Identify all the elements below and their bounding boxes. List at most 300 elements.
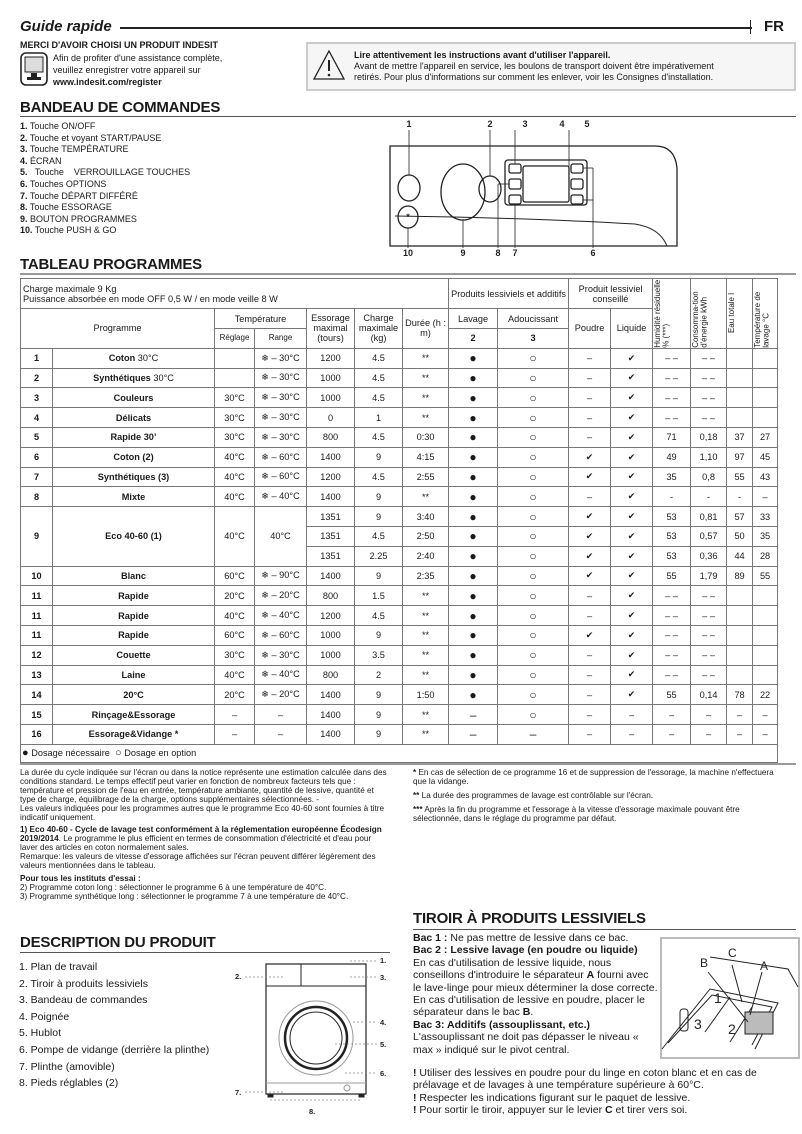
cell-liquide: ✔ xyxy=(611,388,653,408)
warning-mark: ! xyxy=(413,1091,417,1104)
temp-reglage: – xyxy=(215,705,255,725)
language-code: FR xyxy=(764,18,784,35)
cell-charge: 9 xyxy=(355,507,403,527)
cell-lavage: ● xyxy=(449,665,498,685)
cell-humidite: – – xyxy=(653,368,691,388)
cell-essorage: 1000 xyxy=(307,368,355,388)
fig-label-a: A xyxy=(760,959,769,973)
table-row xyxy=(21,606,778,626)
cell-poudre: – xyxy=(569,348,611,368)
cell-consommation: 0,81 xyxy=(691,507,727,527)
cell-lavage: ● xyxy=(449,507,498,527)
header-produits: Produits lessiviels et additifs xyxy=(449,279,569,309)
cell-eau: - xyxy=(727,487,753,507)
cell-lavage: ● xyxy=(449,348,498,368)
controls-list xyxy=(20,121,190,237)
cell-consommation: – – xyxy=(691,625,727,645)
cell-temp-lavage xyxy=(753,586,778,606)
cell-duree: ** xyxy=(403,705,449,725)
cell-charge: 9 xyxy=(355,724,403,744)
temp-reglage xyxy=(215,368,255,388)
cell-temp-lavage: 35 xyxy=(753,526,778,546)
cell-duree: 2:50 xyxy=(403,526,449,546)
cell-charge: 1.5 xyxy=(355,586,403,606)
warning-mark: ! xyxy=(413,1104,417,1117)
on-off-button xyxy=(398,175,420,201)
control-label: Touches OPTIONS xyxy=(29,178,107,189)
section-rule xyxy=(413,929,796,930)
cell-adoucissant: ○ xyxy=(498,546,569,566)
fig-label-7: 7. xyxy=(235,1088,242,1097)
header-humidite: Humidité résiduelle % (***) xyxy=(653,279,671,348)
cell-consommation: – – xyxy=(691,645,727,665)
bac2-label: Bac 2 : Lessive lavage (en poudre ou liquide) xyxy=(413,944,638,957)
control-label: Touche ESSORAGE xyxy=(29,202,112,213)
cell-essorage: 1400 xyxy=(307,685,355,705)
cell-adoucissant: ○ xyxy=(498,526,569,546)
display-screen xyxy=(523,166,569,202)
programme-number: 1 xyxy=(21,348,53,368)
programme-number: 6 xyxy=(21,447,53,467)
cell-temp-lavage xyxy=(753,408,778,428)
cell-temp-lavage xyxy=(753,625,778,645)
cell-poudre: ✔ xyxy=(569,566,611,586)
cell-adoucissant: ○ xyxy=(498,408,569,428)
cell-adoucissant: ○ xyxy=(498,625,569,645)
programme-number: 15 xyxy=(21,705,53,725)
panel-outline xyxy=(390,146,677,246)
note-instituts: Pour tous les instituts d'essai : xyxy=(20,874,141,883)
fig-bac-2: 2 xyxy=(728,1021,736,1037)
fig-label-3: 3. xyxy=(380,973,387,982)
document-title: Guide rapide xyxy=(20,18,112,35)
cell-essorage: 1200 xyxy=(307,467,355,487)
programme-name-cell xyxy=(53,724,215,744)
cell-liquide: ✔ xyxy=(611,408,653,428)
table-info-cell xyxy=(21,279,449,309)
cell-temp-lavage xyxy=(753,665,778,685)
fig-label-1: 1. xyxy=(380,956,387,965)
temp-range: ❄ – 60°C xyxy=(255,625,307,645)
bac1-label: Bac 1 : xyxy=(413,932,448,944)
cell-adoucissant: ○ xyxy=(498,685,569,705)
programme-name: Rapide xyxy=(118,590,149,601)
bac-b: B xyxy=(522,1006,531,1019)
cell-eau: – xyxy=(727,724,753,744)
cell-lavage: ● xyxy=(449,408,498,428)
cell-consommation: 0,8 xyxy=(691,467,727,487)
temp-range: ❄ – 20°C xyxy=(255,685,307,705)
note-eco-text: . Le programme le plus efficient en termes de consommation d'électricité et d'eau pour laver des articles en coton normalement sales. xyxy=(20,834,372,852)
control-label: Touche ON/OFF xyxy=(29,121,96,131)
cell-essorage: 0 xyxy=(307,408,355,428)
programme-name: 20°C xyxy=(123,689,144,700)
cell-duree: ** xyxy=(403,724,449,744)
control-number: 9. xyxy=(20,213,28,224)
cell-humidite: – – xyxy=(653,388,691,408)
cell-lavage: ● xyxy=(449,447,498,467)
register-heading: MERCI D'AVOIR CHOISI UN PRODUIT INDESIT xyxy=(20,40,218,50)
label-5: 5 xyxy=(584,119,590,129)
cell-consommation: – – xyxy=(691,665,727,685)
monitor-icon xyxy=(20,52,48,91)
footnote-mark-2: ** xyxy=(413,791,420,800)
cell-lavage: ● xyxy=(449,388,498,408)
cell-duree: ** xyxy=(403,645,449,665)
note-remarque: Remarque: les valeurs de vitesse d'essorage affichées sur l'écran peuvent différer légèrement des valeurs mentionnées dans le tableau. xyxy=(20,852,376,870)
control-number: 10. xyxy=(20,225,33,236)
cell-essorage: 1400 xyxy=(307,724,355,744)
header-essorage: Essorage maximal (tours) xyxy=(307,309,355,349)
temp-range: ❄ – 90°C xyxy=(255,566,307,586)
programme-suffix: 30°C xyxy=(150,372,174,383)
description-item: 2. Tiroir à produits lessiviels xyxy=(19,977,148,990)
liquid-text: En cas d'utilisation de lessive liquide, nous conseillons d'introduire le séparateur xyxy=(413,956,612,982)
cell-temp-lavage xyxy=(753,645,778,665)
cell-charge: 4.5 xyxy=(355,467,403,487)
programme-number: 5 xyxy=(21,427,53,447)
cell-poudre: – xyxy=(569,705,611,725)
cell-liquide: ✔ xyxy=(611,487,653,507)
temp-reglage: 30°C xyxy=(215,645,255,665)
control-item xyxy=(20,202,190,214)
programme-name: Synthétiques xyxy=(93,372,151,383)
powder-text-end: . xyxy=(530,1006,534,1019)
cell-consommation: 0,57 xyxy=(691,526,727,546)
cell-essorage: 1400 xyxy=(307,487,355,507)
push-go-star: * xyxy=(406,212,410,222)
cell-temp-lavage: 43 xyxy=(753,467,778,487)
warning-mark: ! xyxy=(413,1067,417,1079)
header-charge: Charge maximale (kg) xyxy=(355,309,403,349)
cell-temp-lavage: – xyxy=(753,487,778,507)
programme-name: Laine xyxy=(121,669,146,680)
cell-adoucissant: ○ xyxy=(498,566,569,586)
cell-liquide: – xyxy=(611,724,653,744)
control-item xyxy=(20,191,190,203)
cell-essorage: 800 xyxy=(307,586,355,606)
control-label: ÉCRAN xyxy=(30,155,62,166)
control-item xyxy=(20,179,190,191)
temp-range: ❄ – 30°C xyxy=(255,348,307,368)
cell-adoucissant: ○ xyxy=(498,447,569,467)
header-eau: Eau totale l xyxy=(727,293,737,334)
fig-bac-1: 1 xyxy=(714,990,722,1006)
legend-row xyxy=(21,744,778,762)
cell-eau xyxy=(727,368,753,388)
description-item: 7. Plinthe (amovible) xyxy=(19,1060,115,1073)
cell-essorage: 1400 xyxy=(307,566,355,586)
cell-lavage: ● xyxy=(449,586,498,606)
cell-essorage: 1400 xyxy=(307,447,355,467)
cell-duree: ** xyxy=(403,586,449,606)
programme-name-cell xyxy=(53,645,215,665)
description-item: 5. Hublot xyxy=(19,1027,62,1040)
header-adoucissant: Adoucissant xyxy=(498,309,569,329)
header-divider xyxy=(750,20,751,34)
cell-charge: 9 xyxy=(355,705,403,725)
cell-humidite: 55 xyxy=(653,566,691,586)
section-rule xyxy=(20,273,796,275)
cell-lavage: ● xyxy=(449,685,498,705)
cell-temp-lavage xyxy=(753,388,778,408)
register-link[interactable]: www.indesit.com/register xyxy=(53,77,162,87)
temp-reglage: 30°C xyxy=(215,388,255,408)
programme-name: Rapide xyxy=(118,610,149,621)
cell-essorage: 1351 xyxy=(307,526,355,546)
footnote-mark-3: *** xyxy=(413,805,423,814)
table-row xyxy=(21,724,778,744)
cell-liquide: ✔ xyxy=(611,546,653,566)
cell-humidite: – – xyxy=(653,606,691,626)
cell-humidite: – – xyxy=(653,348,691,368)
cell-eau: 89 xyxy=(727,566,753,586)
description-list xyxy=(19,959,209,1092)
cell-temp-lavage xyxy=(753,368,778,388)
cell-duree: ** xyxy=(403,665,449,685)
cell-humidite: 55 xyxy=(653,685,691,705)
cell-humidite: 49 xyxy=(653,447,691,467)
cell-adoucissant: ○ xyxy=(498,606,569,626)
description-item: 8. Pieds réglables (2) xyxy=(19,1077,119,1090)
cell-consommation: 0,14 xyxy=(691,685,727,705)
header-consommation: Consomma-tion d'énergie kWh xyxy=(691,291,709,348)
dot-filled-icon: ● xyxy=(22,747,29,760)
fig-label-4: 4. xyxy=(380,1018,387,1027)
label-7: 7 xyxy=(512,248,518,258)
cell-consommation: – – xyxy=(691,408,727,428)
lever-c: C xyxy=(605,1104,613,1117)
cell-duree: ** xyxy=(403,625,449,645)
temp-range: ❄ – 20°C xyxy=(255,586,307,606)
control-number: 8. xyxy=(20,202,28,213)
cell-charge: 2 xyxy=(355,665,403,685)
label-3: 3 xyxy=(522,119,528,129)
control-item xyxy=(20,156,190,168)
temp-range: – xyxy=(255,724,307,744)
control-number: 5. xyxy=(20,167,28,178)
warning-box xyxy=(306,42,796,91)
cell-temp-lavage: 28 xyxy=(753,546,778,566)
temp-range: ❄ – 30°C xyxy=(255,368,307,388)
cell-adoucissant: ○ xyxy=(498,586,569,606)
cell-eau xyxy=(727,665,753,685)
liquid-text-end: fourni avec le lave-linge pour mieux déterminer la dose correcte. xyxy=(413,969,658,994)
cell-poudre: – xyxy=(569,408,611,428)
fig-label-2: 2. xyxy=(235,972,242,981)
cell-charge: 9 xyxy=(355,487,403,507)
note-duration: La durée du cycle indiquée sur l'écran ou dans la notice représente une estimation calculée dans des conditions standard. Le temps effectif peut varier en fonction de nombreux facteurs tels que : température et pression de l'eau en entrée, température ambiante, quantité de lessive, quantité et type de charge, équilibrage de la charge, options supplémentaires sélectionnées. - xyxy=(20,768,387,804)
cell-humidite: 71 xyxy=(653,427,691,447)
note-indicative: Les valeurs indiquées pour les programmes autres que le programme Eco 40-60 sont fournies à titre indicatif uniquement. xyxy=(20,804,385,822)
cell-temp-lavage: 55 xyxy=(753,566,778,586)
control-panel-diagram xyxy=(385,118,705,258)
cell-liquide: ✔ xyxy=(611,685,653,705)
cell-humidite: – – xyxy=(653,408,691,428)
cell-lavage: ● xyxy=(449,625,498,645)
control-number: 4. xyxy=(20,155,28,166)
header-rule xyxy=(120,27,752,29)
cell-consommation: 0,18 xyxy=(691,427,727,447)
programme-name: Couleurs xyxy=(113,392,154,403)
description-item: 3. Bandeau de commandes xyxy=(19,994,148,1007)
cell-charge: 4.5 xyxy=(355,368,403,388)
cell-essorage: 800 xyxy=(307,665,355,685)
programme-name: Couette xyxy=(116,650,151,661)
cell-poudre: ✔ xyxy=(569,625,611,645)
cell-adoucissant: ○ xyxy=(498,388,569,408)
programme-number: 11 xyxy=(21,625,53,645)
warning-3-end: et tirer vers soi. xyxy=(612,1104,688,1117)
temp-reglage: 40°C xyxy=(215,665,255,685)
table-row xyxy=(21,645,778,665)
programme-number: 12 xyxy=(21,645,53,665)
programme-name-cell xyxy=(53,348,215,368)
programme-name: Délicats xyxy=(115,412,152,423)
programme-name-cell xyxy=(53,705,215,725)
section-rule xyxy=(20,763,796,765)
cell-charge: 9 xyxy=(355,447,403,467)
table-row xyxy=(21,705,778,725)
programme-number: 2 xyxy=(21,368,53,388)
cell-lavage: ● xyxy=(449,566,498,586)
programme-name-cell xyxy=(53,368,215,388)
programme-name: Blanc xyxy=(120,570,147,581)
table-row xyxy=(21,388,778,408)
cell-adoucissant: – xyxy=(498,724,569,744)
cell-consommation: – xyxy=(691,705,727,725)
cell-poudre: – xyxy=(569,724,611,744)
programme-number: 11 xyxy=(21,586,53,606)
cell-eau: 55 xyxy=(727,467,753,487)
label-9: 9 xyxy=(460,248,466,258)
cell-duree: 2:35 xyxy=(403,566,449,586)
programme-name: Coton (2) xyxy=(113,452,154,463)
cell-eau: 37 xyxy=(727,427,753,447)
cell-temp-lavage: 45 xyxy=(753,447,778,467)
footnote-3: Après la fin du programme et l'essorage à la vitesse d'essorage maximale pouvant être sélectionnée, dans le réglage du programme par défaut. xyxy=(413,805,740,823)
cell-humidite: 35 xyxy=(653,467,691,487)
cell-lavage: ● xyxy=(449,546,498,566)
programme-name: Rapide 30’ xyxy=(110,432,157,443)
cell-essorage: 1000 xyxy=(307,388,355,408)
cell-duree: 1:50 xyxy=(403,685,449,705)
programme-number: 4 xyxy=(21,408,53,428)
cell-lavage: ● xyxy=(449,526,498,546)
programme-name: Mixte xyxy=(121,491,146,502)
cell-poudre: ✔ xyxy=(569,546,611,566)
cell-duree: ** xyxy=(403,368,449,388)
fig-label-8: 8. xyxy=(309,1107,316,1116)
legend-optional: Dosage en option xyxy=(124,748,197,759)
temp-range: ❄ – 60°C xyxy=(255,447,307,467)
header-duree: Durée (h : m) xyxy=(403,309,449,349)
tiroir-warnings xyxy=(413,1067,793,1117)
notes-left xyxy=(20,768,390,901)
cell-lavage: ● xyxy=(449,368,498,388)
cell-temp-lavage xyxy=(753,348,778,368)
washing-machine-illustration xyxy=(235,950,395,1120)
puissance-absorbee: Puissance absorbée en mode OFF 0,5 W / en mode veille 8 W xyxy=(23,293,278,304)
cell-eau xyxy=(727,625,753,645)
programme-number: 7 xyxy=(21,467,53,487)
cell-consommation: – – xyxy=(691,388,727,408)
header-range: Range xyxy=(255,329,307,349)
control-item xyxy=(20,167,190,179)
register-text-2: veuillez enregistrer votre appareil sur xyxy=(53,65,201,75)
tiroir-heading: TIROIR À PRODUITS LESSIVIELS xyxy=(413,910,646,927)
cell-duree: 3:40 xyxy=(403,507,449,527)
control-number: 1. xyxy=(20,121,28,131)
cell-essorage: 1200 xyxy=(307,606,355,626)
footnote-2: La durée des programmes de lavage est contrôlable sur l'écran. xyxy=(419,791,654,800)
table-row xyxy=(21,348,778,368)
cell-charge: 9 xyxy=(355,566,403,586)
cell-poudre: – xyxy=(569,606,611,626)
cell-duree: ** xyxy=(403,408,449,428)
cell-liquide: ✔ xyxy=(611,368,653,388)
cell-duree: ** xyxy=(403,388,449,408)
cell-charge: 9 xyxy=(355,625,403,645)
fig-label-b: B xyxy=(700,956,709,970)
cell-liquide: ✔ xyxy=(611,427,653,447)
table-row xyxy=(21,487,778,507)
cell-eau xyxy=(727,408,753,428)
programme-number: 3 xyxy=(21,388,53,408)
warning-title: Lire attentivement les instructions avant d'utiliser l'appareil. xyxy=(354,50,611,60)
control-label: Touche VERROUILLAGE TOUCHES xyxy=(30,167,191,178)
temp-reglage xyxy=(215,348,255,368)
controls-heading: BANDEAU DE COMMANDES xyxy=(20,99,221,116)
label-6: 6 xyxy=(590,248,596,258)
cell-adoucissant: ○ xyxy=(498,348,569,368)
temp-reglage: 40°C xyxy=(215,467,255,487)
cell-lavage: – xyxy=(449,705,498,725)
cell-eau xyxy=(727,645,753,665)
cell-duree: 2:40 xyxy=(403,546,449,566)
cell-liquide: – xyxy=(611,705,653,725)
label-10: 10 xyxy=(402,248,414,258)
cell-eau: 78 xyxy=(727,685,753,705)
control-number: 3. xyxy=(20,144,28,155)
cell-poudre: – xyxy=(569,586,611,606)
cell-temp-lavage: 33 xyxy=(753,507,778,527)
temp-reglage: 30°C xyxy=(215,427,255,447)
cell-consommation: 1,79 xyxy=(691,566,727,586)
programme-suffix: 30°C xyxy=(135,353,159,364)
cell-eau xyxy=(727,606,753,626)
description-heading: DESCRIPTION DU PRODUIT xyxy=(20,934,216,951)
cell-poudre: ✔ xyxy=(569,526,611,546)
table-row xyxy=(21,685,778,705)
cell-charge: 1 xyxy=(355,408,403,428)
cell-duree: ** xyxy=(403,606,449,626)
cell-duree: 0:30 xyxy=(403,427,449,447)
table-row xyxy=(21,368,778,388)
cell-eau: – xyxy=(727,705,753,725)
cell-adoucissant: ○ xyxy=(498,368,569,388)
control-item xyxy=(20,133,190,145)
cell-consommation: – – xyxy=(691,348,727,368)
programme-name-cell xyxy=(53,388,215,408)
programme-number: 8 xyxy=(21,487,53,507)
programme-number: 10 xyxy=(21,566,53,586)
cell-liquide: ✔ xyxy=(611,606,653,626)
legend-required: Dosage nécessaire xyxy=(31,748,110,759)
cell-poudre: – xyxy=(569,685,611,705)
header-temperature: Température xyxy=(215,309,307,329)
cell-charge: 4.5 xyxy=(355,606,403,626)
